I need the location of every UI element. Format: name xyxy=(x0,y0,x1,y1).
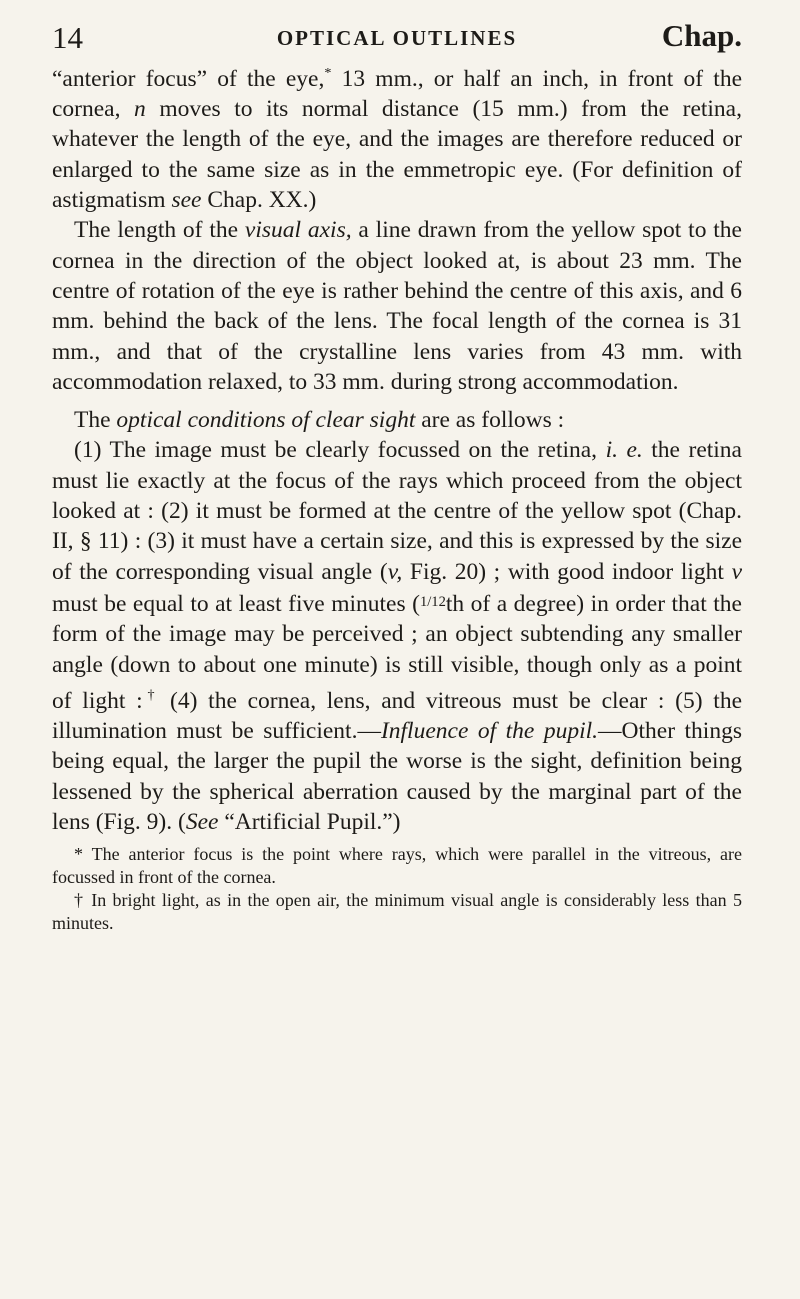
footnote-marker-dagger: † xyxy=(142,686,160,703)
paragraph-visual-axis: The length of the visual axis, a line drawn from the yellow spot to the cornea in the direction of the object looked at, is about 23 mm. The centre of rotation of the eye is rather behind the centre of this axis, and 6 mm. behind the back of the lens. The focal length of the cornea is 31 mm., and that of the crystalline lens varies from 43 mm. with accommodation relaxed, to 33 mm. during strong accommodation. xyxy=(52,217,742,395)
footnote-anterior-focus: * The anterior focus is the point where rays, which were parallel in the vitreous, are focussed in front of the cornea. xyxy=(52,844,742,888)
fraction-one-twelfth: 1/12 xyxy=(419,593,446,610)
paragraph-optical-conditions: The optical conditions of clear sight are as follows : xyxy=(74,407,565,434)
paragraph-anterior-focus: “anterior focus” of the eye,* 13 mm., or half an inch, in front of the cornea, n moves to its normal distance (15 mm.) from the retina, whatever the length of the eye, and the images are therefore reduced or enlarged to the same size as in the emmetropic eye. (For definition of astigmatism see Chap. XX.) xyxy=(52,65,742,214)
footnote-marker-star: * xyxy=(324,65,332,81)
paragraph-conditions-list: (1) The image must be clearly focussed on the retina, i. e. the retina must lie exactly at the focus of the rays which proceed from the object looked at : (2) it must be formed at the centre of the yellow spot (Chap. II, § 11) : (3) it must have a certain size, and this is expressed by the size of the corresponding visual angle (v, Fig. 20) ; with good indoor light v must be equal to at least five minutes ($^{1/12}$th of a degree) in order that the form of the image may be perceived ; an object subtending any smaller angle (down to about one minute) is still visible, though only as a point of light :† (4) the cornea, lens, and vitreous must be clear : (5) the illumination must be sufficient.—Influence of the pupil.—Other things being equal, the larger the pupil the worse is the sight, definition being lessened by the spherical aberration caused by the marginal part of the lens (Fig. 9). (See “Artificial Pupil.”) xyxy=(52,437,742,835)
footnotes xyxy=(52,843,742,935)
page-header xyxy=(52,14,742,58)
running-title: OPTICAL OUTLINES xyxy=(276,26,518,50)
body-text xyxy=(52,58,742,837)
chapter-label: Chap. xyxy=(661,18,742,53)
footnote-visual-angle: † In bright light, as in the open air, the minimum visual angle is considerably less than 5 minutes. xyxy=(52,890,742,934)
page-number: 14 xyxy=(52,20,83,55)
